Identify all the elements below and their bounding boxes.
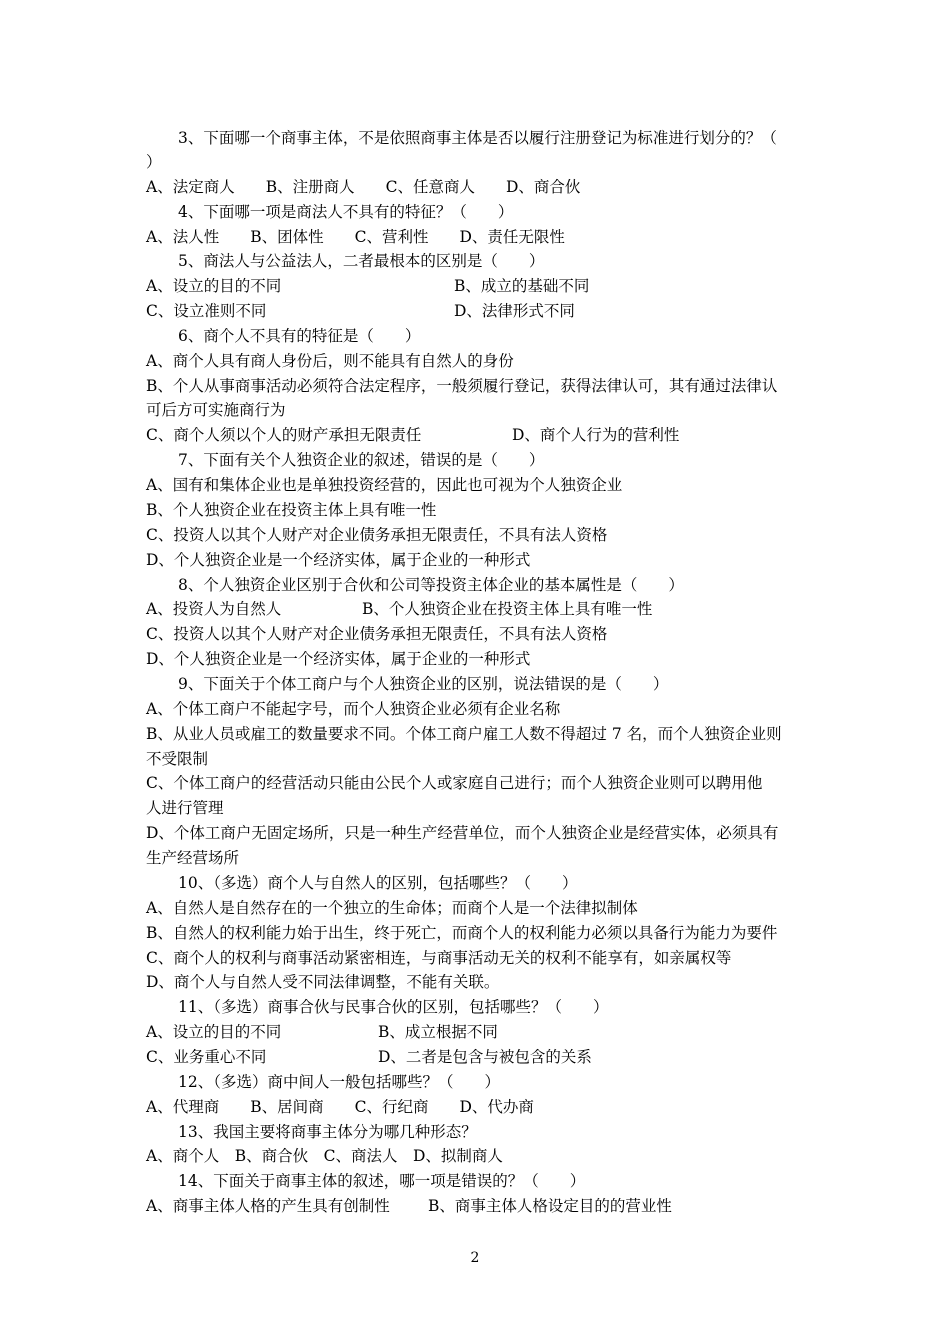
option-b: B、成立根据不同 bbox=[378, 1023, 498, 1041]
question-7-option-c: C、投资人以其个人财产对企业债务承担无限责任，不具有法人资格 bbox=[146, 526, 608, 544]
question-9-option-c-cont: 人进行管理 bbox=[146, 799, 224, 817]
option-c: C、业务重心不同 bbox=[146, 1048, 267, 1066]
question-10-option-c: C、商个人的权利与商事活动紧密相连，与商事活动无关的权利不能享有，如亲属权等 bbox=[146, 949, 732, 967]
option-b: B、成立的基础不同 bbox=[454, 277, 590, 295]
question-10-option-d: D、商个人与自然人受不同法律调整，不能有关联。 bbox=[146, 973, 500, 991]
question-12-options: A、代理商 B、居间商 C、行纪商 D、代办商 bbox=[146, 1098, 534, 1116]
question-10: 10、（多选）商个人与自然人的区别，包括哪些？（ ） bbox=[178, 874, 578, 892]
question-9-option-c: C、个体工商户的经营活动只能由公民个人或家庭自己进行；而个人独资企业则可以聘用他 bbox=[146, 774, 763, 792]
question-9-option-d-cont: 生产经营场所 bbox=[146, 849, 240, 867]
question-8-option-c: C、投资人以其个人财产对企业债务承担无限责任，不具有法人资格 bbox=[146, 625, 608, 643]
question-14: 14、下面关于商事主体的叙述，哪一项是错误的？（ ） bbox=[178, 1172, 586, 1190]
question-4: 4、下面哪一项是商法人不具有的特征？（ ） bbox=[178, 203, 514, 221]
question-4-options: A、法人性 B、团体性 C、营利性 D、责任无限性 bbox=[146, 228, 565, 246]
option-d: D、二者是包含与被包含的关系 bbox=[378, 1048, 592, 1066]
question-3: 3、下面哪一个商事主体，不是依照商事主体是否以履行注册登记为标准进行划分的？（ bbox=[178, 129, 777, 147]
option-c: C、设立准则不同 bbox=[146, 302, 267, 320]
question-3-options: A、法定商人 B、注册商人 C、任意商人 D、商合伙 bbox=[146, 178, 581, 196]
question-6: 6、商个人不具有的特征是（ ） bbox=[178, 327, 421, 345]
option-a: A、投资人为自然人 bbox=[146, 600, 282, 618]
question-9: 9、下面关于个体工商户与个人独资企业的区别，说法错误的是（ ） bbox=[178, 675, 669, 693]
question-13: 13、我国主要将商事主体分为哪几种形态？ bbox=[178, 1123, 477, 1141]
option-b: B、商事主体人格设定目的的营业性 bbox=[428, 1197, 672, 1215]
option-c: C、商个人须以个人的财产承担无限责任 bbox=[146, 426, 422, 444]
page-number: 2 bbox=[470, 1250, 480, 1266]
question-9-option-b-cont: 不受限制 bbox=[146, 750, 209, 768]
question-13-options: A、商个人 B、商合伙 C、商法人 D、拟制商人 bbox=[146, 1147, 503, 1165]
question-10-option-a: A、自然人是自然存在的一个独立的生命体；而商个人是一个法律拟制体 bbox=[146, 899, 638, 917]
question-8-row-ab bbox=[146, 599, 653, 619]
question-9-option-b: B、从业人员或雇工的数量要求不同。个体工商户雇工人数不得超过 7 名，而个人独资企业则 bbox=[146, 725, 782, 743]
option-a: A、设立的目的不同 bbox=[146, 1023, 282, 1041]
question-6-option-b-cont: 可后方可实施商行为 bbox=[146, 401, 286, 419]
question-9-option-a: A、个体工商户不能起字号，而个人独资企业必须有企业名称 bbox=[146, 700, 561, 718]
question-7: 7、下面有关个人独资企业的叙述，错误的是（ ） bbox=[178, 451, 545, 469]
option-a: A、商事主体人格的产生具有创制性 bbox=[146, 1197, 390, 1215]
question-5-row2 bbox=[146, 301, 575, 321]
question-9-option-d: D、个体工商户无固定场所，只是一种生产经营单位，而个人独资企业是经营实体，必须具有 bbox=[146, 824, 779, 842]
question-6-row-cd bbox=[146, 425, 680, 445]
option-d: D、商个人行为的营利性 bbox=[512, 426, 680, 444]
option-a: A、设立的目的不同 bbox=[146, 277, 282, 295]
question-10-option-b: B、自然人的权利能力始于出生，终于死亡，而商个人的权利能力必须以具备行为能力为要件 bbox=[146, 924, 778, 942]
option-b: B、个人独资企业在投资主体上具有唯一性 bbox=[362, 600, 653, 618]
question-7-option-b: B、个人独资企业在投资主体上具有唯一性 bbox=[146, 501, 437, 519]
option-d: D、法律形式不同 bbox=[454, 302, 575, 320]
question-7-option-a: A、国有和集体企业也是单独投资经营的，因此也可视为个人独资企业 bbox=[146, 476, 623, 494]
question-11-row-ab bbox=[146, 1022, 498, 1042]
question-5-row1 bbox=[146, 276, 590, 296]
question-11: 11、（多选）商事合伙与民事合伙的区别，包括哪些？（ ） bbox=[178, 998, 609, 1016]
question-5: 5、商法人与公益法人，二者最根本的区别是（ ） bbox=[178, 252, 545, 270]
question-14-row-ab bbox=[146, 1196, 672, 1216]
question-6-option-b: B、个人从事商事活动必须符合法定程序，一般须履行登记，获得法律认可，其有通过法律认 bbox=[146, 377, 778, 395]
question-12: 12、（多选）商中间人一般包括哪些？（ ） bbox=[178, 1073, 500, 1091]
question-8-option-d: D、个人独资企业是一个经济实体，属于企业的一种形式 bbox=[146, 650, 531, 668]
question-7-option-d: D、个人独资企业是一个经济实体，属于企业的一种形式 bbox=[146, 551, 531, 569]
question-6-option-a: A、商个人具有商人身份后，则不能具有自然人的身份 bbox=[146, 352, 514, 370]
question-8: 8、个人独资企业区别于合伙和公司等投资主体企业的基本属性是（ ） bbox=[178, 576, 684, 594]
question-11-row-cd bbox=[146, 1047, 592, 1067]
question-3-cont: ） bbox=[146, 153, 162, 171]
